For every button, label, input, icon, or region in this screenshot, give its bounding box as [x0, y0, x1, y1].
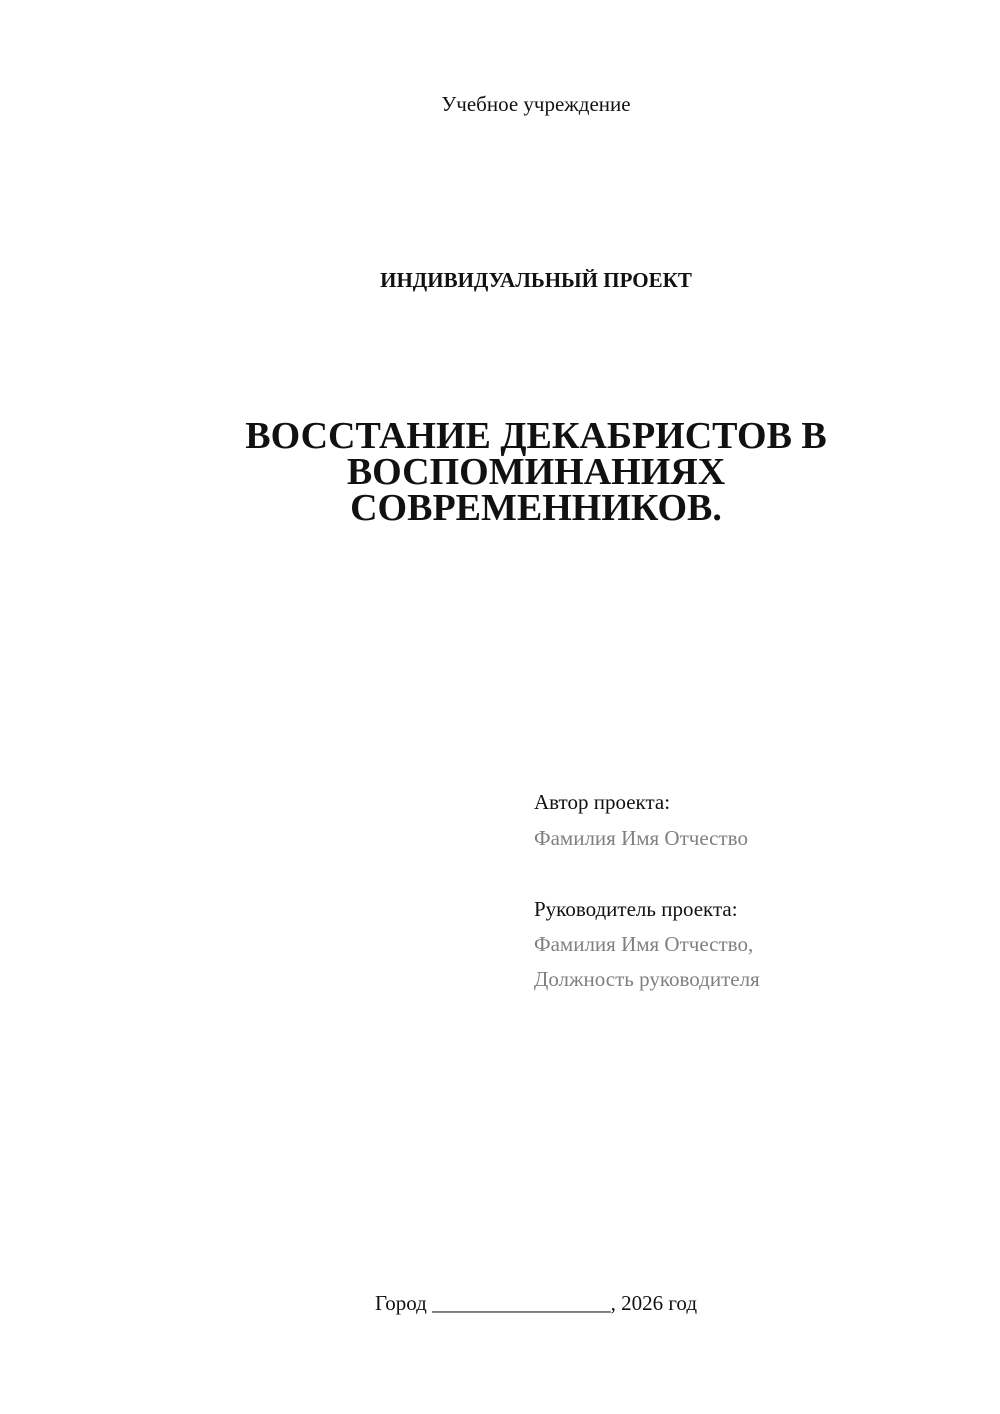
footer-city-year	[0, 1291, 1000, 1316]
author-label: Автор проекта:	[534, 790, 671, 814]
supervisor-position-placeholder: Должность руководителя	[534, 967, 760, 991]
city-label: Город	[374, 1291, 427, 1315]
institution-name: Учебное учреждение	[441, 92, 631, 116]
author-name-placeholder: Фамилия Имя Отчество	[534, 826, 748, 850]
supervisor-label: Руководитель проекта:	[534, 897, 738, 921]
project-title	[0, 415, 1000, 529]
city-blank: _________________	[432, 1291, 611, 1315]
title-line-1: ВОССТАНИЕ ДЕКАБРИСТОВ В	[245, 415, 827, 457]
title-line-2: ВОСПОМИНАНИЯХ	[346, 451, 726, 493]
project-type-heading: ИНДИВИДУАЛЬНЫЙ ПРОЕКТ	[380, 268, 692, 292]
supervisor-name-placeholder: Фамилия Имя Отчество,	[534, 932, 754, 956]
title-line-3: СОВРЕМЕННИКОВ.	[350, 487, 722, 529]
year-text: , 2026 год	[610, 1291, 698, 1315]
